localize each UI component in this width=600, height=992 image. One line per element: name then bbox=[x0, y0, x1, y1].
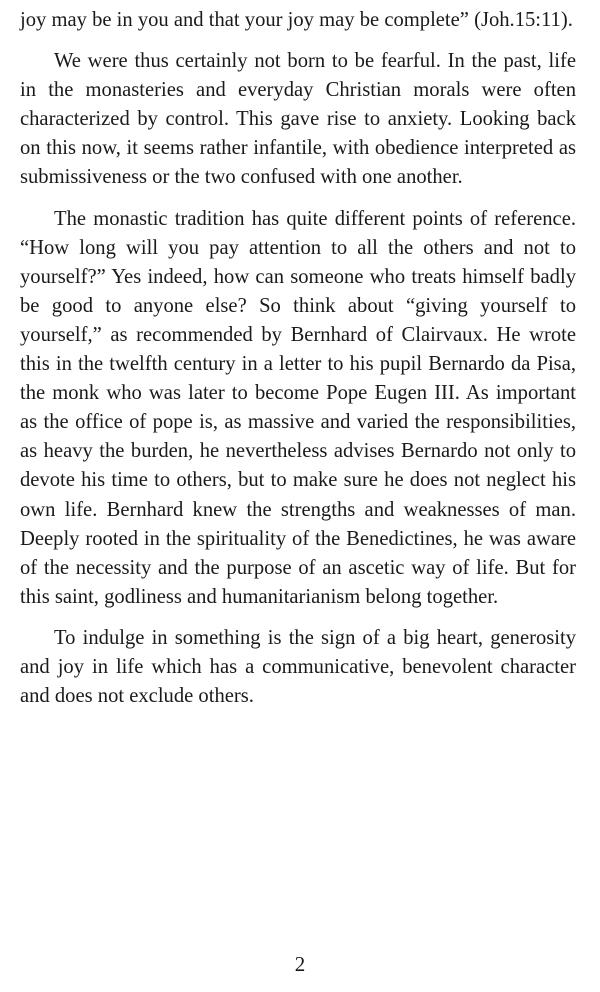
paragraph-monastic-tradition: The monastic tradition has quite different points of reference. “How long will you pay attention to all the others and not to yourself?” Yes indeed, how can someone who treats himself badly be good to anyone else? So think about “giving yourself to yourself,” as recommended by Bernhard of Clairvaux. He wrote this in the twelfth century in a letter to his pupil Bernardo da Pisa, the monk who was later to become Pope Eugen III. As important as the office of pope is, as massive and varied the responsibilities, as heavy the burden, he nevertheless advises Bernardo not only to devote his time to others, but to make sure he does not neglect his own life. Bernhard knew the strengths and weaknesses of man. Deeply rooted in the spirituality of the Benedictines, he was aware of the necessity and the purpose of an ascetic way of life. But for this saint, godliness and humanitarianism belong together. bbox=[20, 207, 576, 608]
paragraph-fearful: We were thus certainly not born to be fearful. In the past, life in the monasteries and everyday Christian morals were often characterized by control. This gave rise to anxiety. Looking back on this now, it seems rather infantile, with obedience interpreted as submissiveness or the two confused with one another. bbox=[20, 50, 576, 189]
paragraph-indulge: To indulge in something is the sign of a big heart, generosity and joy in life which has a communicative, benevolent character and does not exclude others. bbox=[20, 626, 576, 708]
paragraph-continuation: joy may be in you and that your joy may be complete” (Joh.15:11). bbox=[20, 9, 573, 31]
page-body bbox=[20, 6, 576, 711]
page-number: 2 bbox=[294, 952, 306, 976]
